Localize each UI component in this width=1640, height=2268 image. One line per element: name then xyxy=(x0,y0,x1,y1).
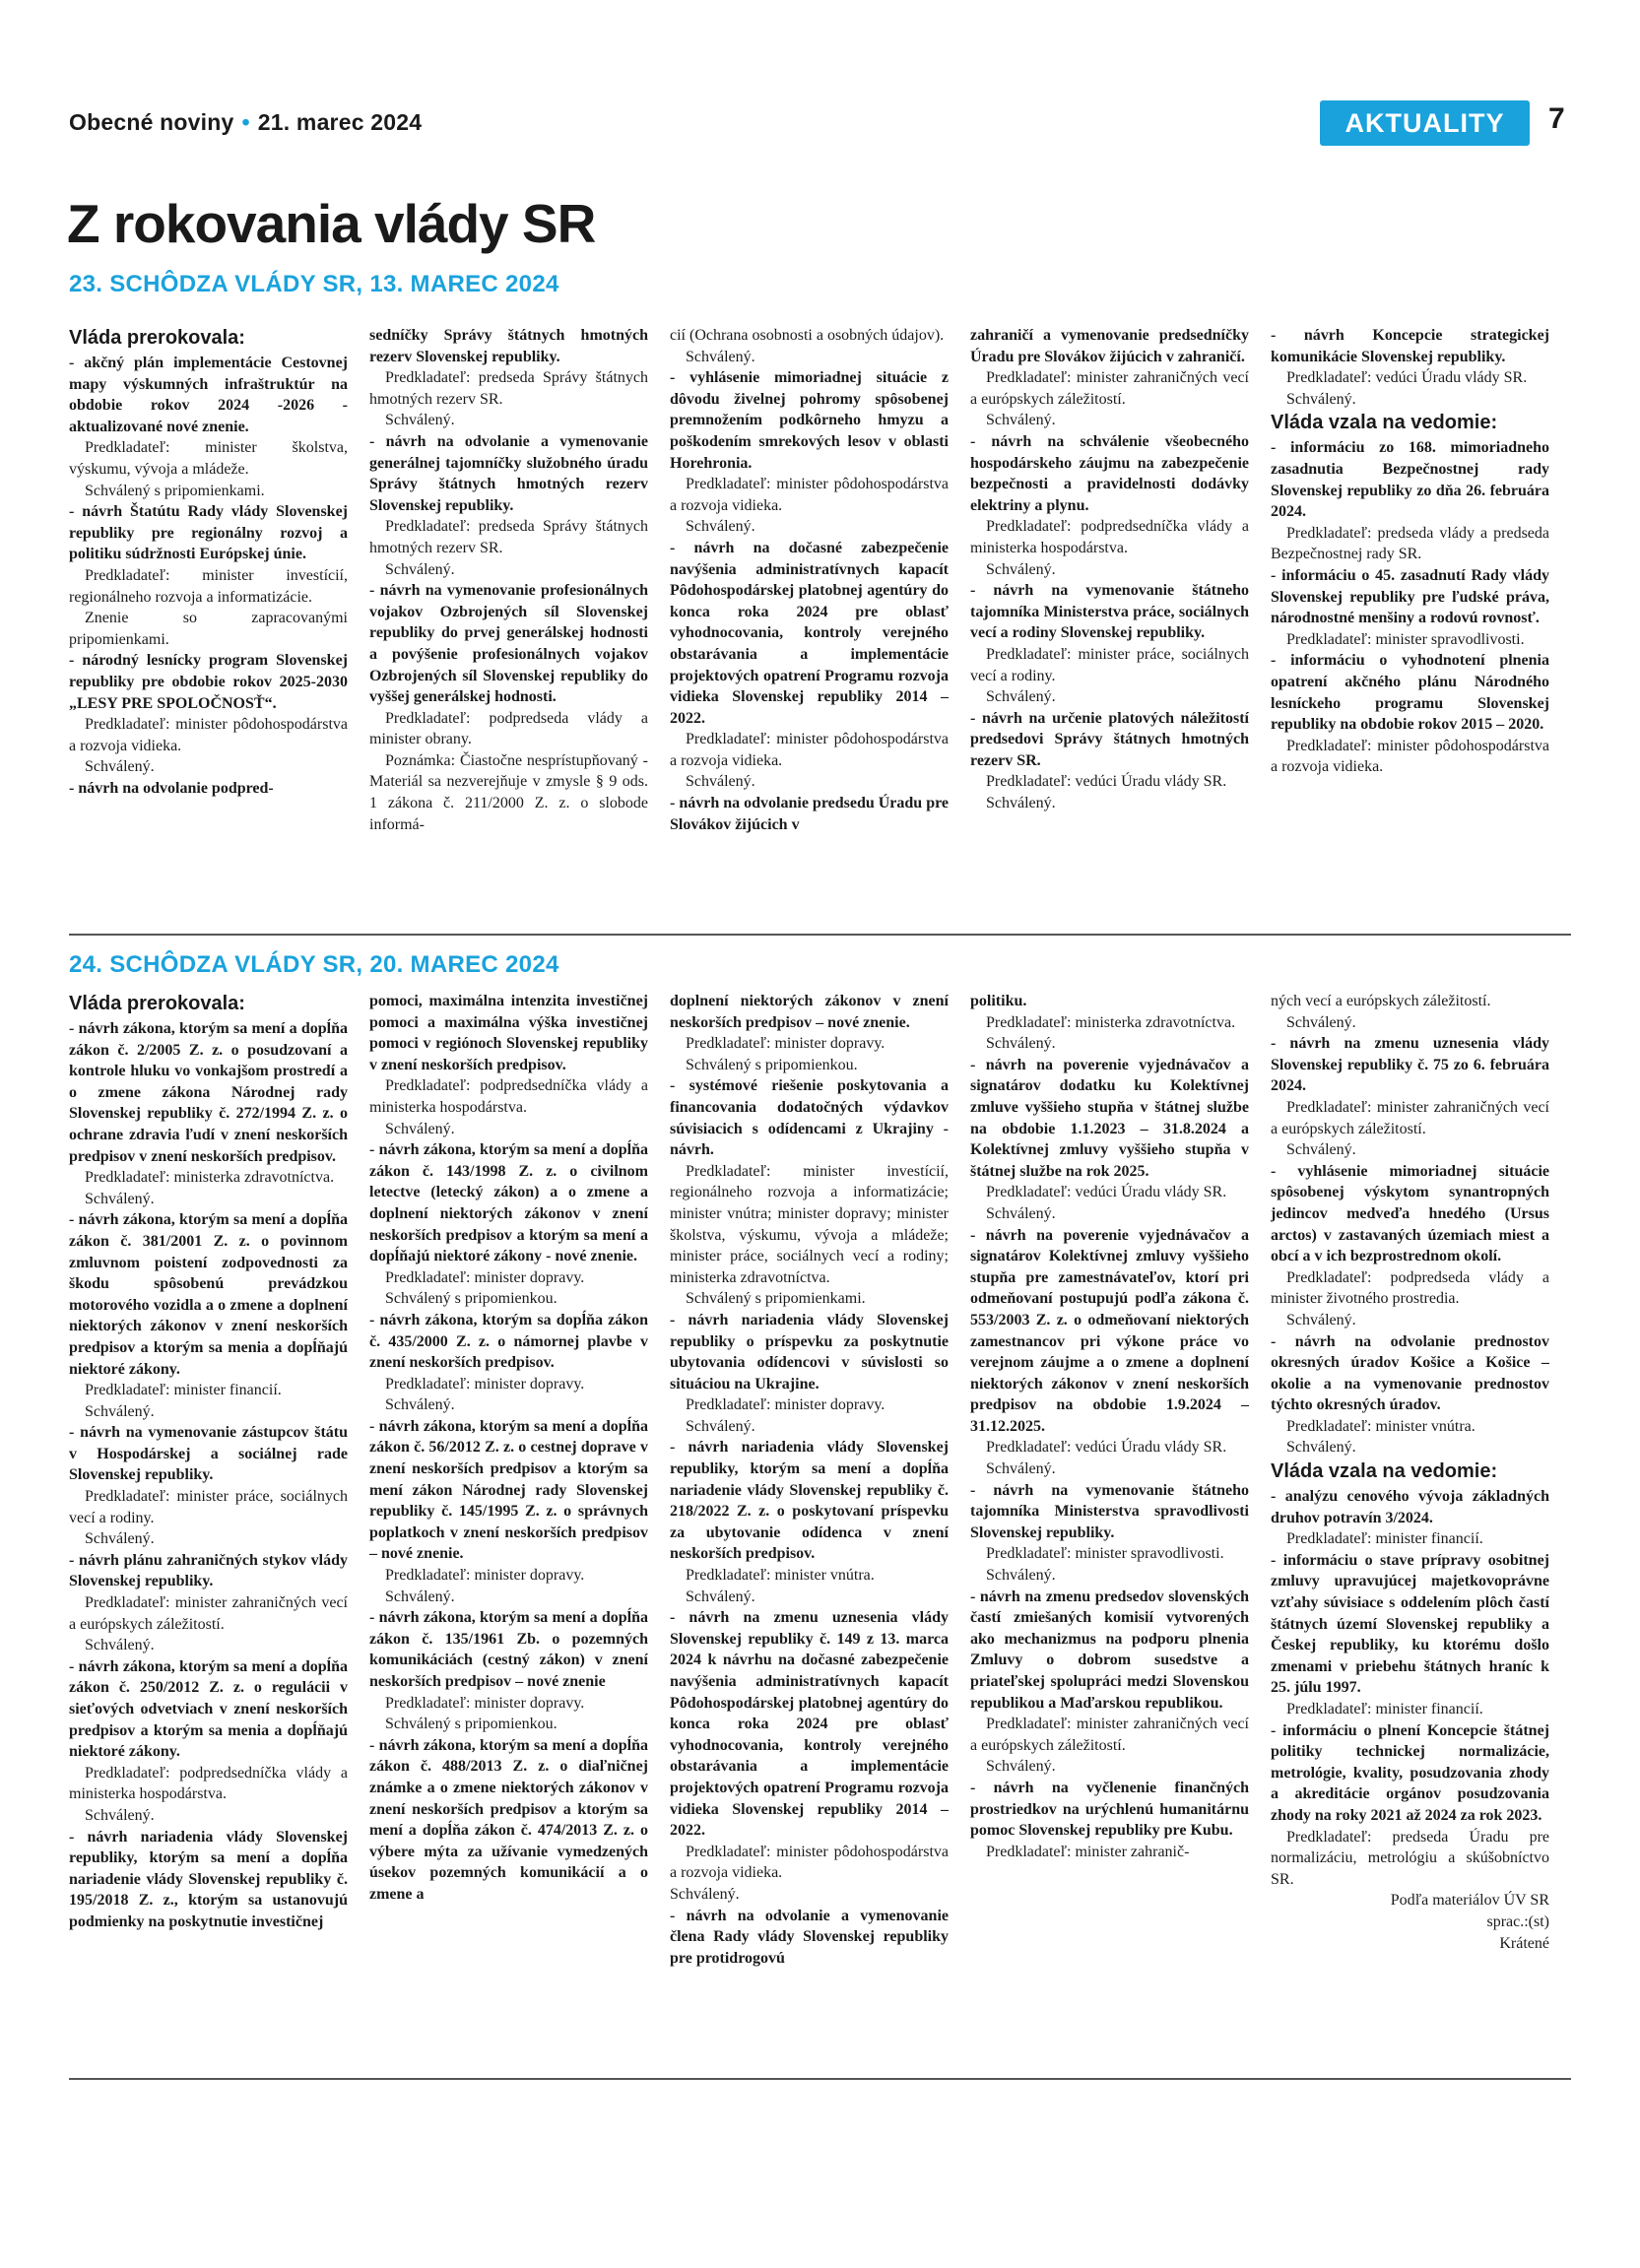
agenda-note: Predkladateľ: ministerka zdravotníctva. xyxy=(85,1169,335,1187)
agenda-item: - návrh na vymenovanie profesionálnych vojakov Ozbrojených síl Slovenskej republiky do prvej generálskej hodnosti a povýšenie profesionálnych vojakov Ozbrojených síl Slovenskej republiky do vyššej generálskej hodnosti. xyxy=(369,582,648,706)
source-credit: Podľa materiálov ÚV SR xyxy=(1390,1892,1549,1910)
agenda-item: - informáciu zo 168. mimoriadneho zasadnutia Bezpečnostnej rady Slovenskej republiky zo dňa 26. februára 2024. xyxy=(1271,439,1549,521)
agenda-item: - informáciu o stave prípravy osobitnej zmluvy upravujúcej majetkovoprávne vzťahy súvisiace s oddelením plôch častí štátnych území Slovenskej republiky a Českej republiky, ku ktorému došlo zmenami v priebehu štátnych hraníc k 25. júlu 1997. xyxy=(1271,1551,1549,1697)
publication-name: Obecné noviny xyxy=(69,109,234,135)
agenda-item: - národný lesnícky program Slovenskej republiky pre obdobie rokov 2025-2030 „LESY PRE SPOLOČNOSŤ“. xyxy=(69,652,348,712)
agenda-item: - návrh na zmenu predsedov slovenských častí zmiešaných komisií vytvorených ako mechanizmus na podporu plnenia Zmluvy o dobrom susedstve a priateľskej spolupráci medzi Slovenskou republikou a Maďarskou republikou. xyxy=(970,1588,1249,1712)
agenda-item: - návrh Štatútu Rady vlády Slovenskej republiky pre regionálny rozvoj a politiku súdržnosti Európskej únie. xyxy=(69,503,348,563)
agenda-item: - návrh Koncepcie strategickej komunikácie Slovenskej republiky. xyxy=(1271,327,1549,365)
agenda-note: Schválený. xyxy=(686,773,755,791)
agenda-note: Predkladateľ: podpredsedníčka vlády a ministerka hospodárstva. xyxy=(69,1764,348,1803)
agenda-item-continued: pomoci, maximálna intenzita investičnej pomoci a maximálna výška investičnej pomoci v regiónoch Slovenskej republiky v znení neskorších predpisov. xyxy=(369,993,648,1073)
agenda-item: - informáciu o 45. zasadnutí Rady vlády Slovenskej republiky pre ľudské práva, národnostné menšiny a rodovú rovnosť. xyxy=(1271,566,1549,627)
agenda-item: - návrh zákona, ktorým sa mení a dopĺňa zákon č. 143/1998 Z. z. o civilnom letectve (letecký zákon) a o zmene a doplnení niektorých zákonov v znení neskorších predpisov a ktorým sa mení a dopĺňajú niektoré zákony - nové znenie. xyxy=(369,1141,648,1265)
agenda-note: Predkladateľ: minister dopravy. xyxy=(385,1567,585,1585)
agenda-note: Schválený. xyxy=(986,1035,1056,1053)
agenda-note: Predkladateľ: predseda Správy štátnych hmotných rezerv SR. xyxy=(369,369,648,408)
agenda-item: - návrh na poverenie vyjednávačov a signatárov dodatku ku Kolektívnej zmluve vyššieho stupňa v štátnej službe na obdobie 1.1.2023 – 31.8.2024 a Kolektívnej zmluvy vyššieho stupňa v štátnej službe na rok 2025. xyxy=(970,1056,1249,1180)
agenda-note: Predkladateľ: predseda vlády a predseda Bezpečnostnej rady SR. xyxy=(1271,524,1549,563)
agenda-note: Schválený. xyxy=(1286,1141,1356,1159)
agenda-note: Predkladateľ: minister školstva, výskumu, vývoja a mládeže. xyxy=(69,439,348,478)
session-24-title: 24. SCHÔDZA VLÁDY SR, 20. MAREC 2024 xyxy=(69,951,559,978)
agenda-note: Predkladateľ: minister pôdohospodárstva a rozvoja vidieka. xyxy=(670,1843,949,1882)
agenda-note: Schválený. xyxy=(385,560,455,578)
section-divider xyxy=(69,934,1571,936)
agenda-note: Predkladateľ: minister pôdohospodárstva a rozvoja vidieka. xyxy=(69,716,348,754)
agenda-note: Schválený. xyxy=(986,795,1056,812)
session-23-column-3 xyxy=(670,325,949,923)
agenda-note: Predkladateľ: minister dopravy. xyxy=(385,1694,585,1712)
agenda-note: Predkladateľ: podpredsedníčka vlády a ministerka hospodárstva. xyxy=(970,518,1249,556)
source-credit: Krátené xyxy=(1499,1934,1549,1952)
agenda-note: Predkladateľ: minister dopravy. xyxy=(385,1268,585,1286)
agenda-note: Predkladateľ: minister dopravy. xyxy=(686,1035,886,1053)
agenda-item: - návrh zákona, ktorým sa mení a dopĺňa zákon č. 488/2013 Z. z. o diaľničnej známke a o zmene niektorých zákonov v znení neskorších predpisov a ktorým sa mení a dopĺňa zákon č. 474/2013 Z. z. o výbere mýta za užívanie vymedzených úsekov pozemných komunikácií a o zmene a xyxy=(369,1736,648,1903)
agenda-note: Predkladateľ: ministerka zdravotníctva. xyxy=(986,1013,1236,1031)
agenda-note: Predkladateľ: minister zahraničných vecí a európskych záležitostí. xyxy=(1271,1098,1549,1137)
issue-date: 21. marec 2024 xyxy=(257,109,423,135)
agenda-note: Predkladateľ: minister spravodlivosti. xyxy=(1286,630,1525,648)
agenda-item: - návrh na zmenu uznesenia vlády Slovenskej republiky č. 75 zo 6. februára 2024. xyxy=(1271,1035,1549,1095)
agenda-note: Predkladateľ: podpredseda vlády a minister obrany. xyxy=(369,709,648,748)
agenda-item: - návrh nariadenia vlády Slovenskej republiky o príspevku za poskytnutie ubytovania odídencovi v súvislosti so situáciou na Ukrajine. xyxy=(670,1311,949,1393)
agenda-item-continued: doplnení niektorých zákonov v znení neskorších predpisov – nové znenie. xyxy=(670,993,949,1031)
agenda-note: Schválený. xyxy=(986,412,1056,429)
agenda-item: - návrh zákona, ktorým sa mení a dopĺňa zákon č. 135/1961 Zb. o pozemných komunikáciách (cestný zákon) v znení neskorších predpisov – nové znenie xyxy=(369,1609,648,1690)
section-subheading: Vláda prerokovala: xyxy=(69,993,245,1014)
agenda-note: Predkladateľ: minister financií. xyxy=(1286,1701,1483,1717)
agenda-note: Predkladateľ: vedúci Úradu vlády SR. xyxy=(986,1184,1227,1201)
bottom-rule xyxy=(69,2078,1571,2080)
session-23-column-4 xyxy=(970,325,1249,923)
agenda-note: Predkladateľ: predseda Správy štátnych hmotných rezerv SR. xyxy=(369,518,648,556)
agenda-item: - návrh nariadenia vlády Slovenskej republiky, ktorým sa mení a dopĺňa nariadenie vlády Slovenskej republiky č. 218/2022 Z. z. o poskytovaní príspevku za ubytovanie odídenca v znení neskorších predpisov. xyxy=(670,1439,949,1563)
agenda-note: Predkladateľ: minister zahraničných vecí a európskych záležitostí. xyxy=(970,369,1249,408)
text-line: Schválený. xyxy=(670,1885,740,1903)
agenda-note: Schválený. xyxy=(986,1204,1056,1222)
agenda-note: Schválený. xyxy=(986,1567,1056,1585)
source-credit: sprac.:(st) xyxy=(1486,1912,1549,1930)
section-rubric: AKTUALITY xyxy=(1320,100,1530,146)
agenda-item: - návrh zákona, ktorým sa mení a dopĺňa zákon č. 2/2005 Z. z. o posudzovaní a kontrole hluku vo vonkajšom prostredí a o zmene zákona Národnej rady Slovenskej republiky č. 272/1994 Z. z. o ochrane zdravia ľudí v znení neskorších predpisov v znení neskorších predpisov. xyxy=(69,1020,348,1165)
agenda-item-continued: sedníčky Správy štátnych hmotných rezerv Slovenskej republiky. xyxy=(369,327,648,365)
text-line: ných vecí a európskych záležitostí. xyxy=(1271,993,1491,1009)
agenda-note: Predkladateľ: podpredsedníčka vlády a ministerka hospodárstva. xyxy=(369,1077,648,1116)
agenda-item: - vyhlásenie mimoriadnej situácie spôsobenej výskytom synantropných jedincov medveďa hnedého (Ursus arctos) v zastavaných územiach miest a obcí a v ich bezprostrednom okolí. xyxy=(1271,1162,1549,1265)
agenda-note: Predkladateľ: vedúci Úradu vlády SR. xyxy=(986,773,1227,791)
agenda-item: - návrh zákona, ktorým sa mení a dopĺňa zákon č. 250/2012 Z. z. o regulácii v sieťových odvetviach v znení neskorších predpisov a ktorým sa menia a dopĺňajú niektoré zákony. xyxy=(69,1657,348,1761)
session-23-column-5 xyxy=(1271,325,1549,923)
agenda-item: - návrh na poverenie vyjednávačov a signatárov Kolektívnej zmluvy vyššieho stupňa pre zamestnávateľov, ktorí pri odmeňovaní postupujú podľa zákona č. 553/2003 Z. z. o odmeňovaní niektorých zamestnancov pri výkone práce vo verejnom záujme a o zmene a doplnení niektorých zákonov v znení neskorších predpisov na obdobie 1.9.2024 – 31.12.2025. xyxy=(970,1226,1249,1435)
session-24-column-1 xyxy=(69,991,348,2070)
agenda-note: Schválený. xyxy=(986,1758,1056,1776)
agenda-note: Schválený. xyxy=(385,1396,455,1414)
agenda-item: - vyhlásenie mimoriadnej situácie z dôvodu živelnej pohromy spôsobenej premnožením podkôrneho hmyzu a poškodením smrekových lesov v oblasti Horehronia. xyxy=(670,369,949,472)
agenda-note: Schválený. xyxy=(986,560,1056,578)
agenda-note: Predkladateľ: minister zahraničných vecí a európskych záležitostí. xyxy=(69,1594,348,1633)
agenda-item: - akčný plán implementácie Cestovnej mapy výskumných infraštruktúr na obdobie rokov 2024 -2026 - aktualizované nové znenie. xyxy=(69,355,348,435)
agenda-item-continued: zahraničí a vymenovanie predsedníčky Úradu pre Slovákov žijúcich v zahraničí. xyxy=(970,327,1249,365)
agenda-note: Predkladateľ: minister vnútra. xyxy=(686,1567,875,1585)
agenda-note: Predkladateľ: minister práce, sociálnych vecí a rodiny. xyxy=(970,645,1249,684)
agenda-note: Predkladateľ: vedúci Úradu vlády SR. xyxy=(986,1439,1227,1457)
agenda-note: Schválený. xyxy=(1286,1311,1356,1328)
agenda-note: Predkladateľ: minister vnútra. xyxy=(1286,1417,1476,1435)
agenda-note: Predkladateľ: vedúci Úradu vlády SR. xyxy=(1286,369,1528,387)
agenda-note: Predkladateľ: podpredseda vlády a minister životného prostredia. xyxy=(1271,1268,1549,1308)
agenda-note: Predkladateľ: minister investícií, regionálneho rozvoja a informatizácie. xyxy=(69,566,348,606)
session-23-title: 23. SCHÔDZA VLÁDY SR, 13. MAREC 2024 xyxy=(69,271,559,297)
agenda-note: Schválený. xyxy=(686,518,755,536)
agenda-item: - návrh na odvolanie prednostov okresných úradov Košice a Košice – okolie a na vymenovanie prednostov týchto okresných úradov. xyxy=(1271,1332,1549,1414)
agenda-note: Schválený s pripomienkami. xyxy=(686,1290,866,1308)
section-subheading: Vláda vzala na vedomie: xyxy=(1271,412,1498,434)
agenda-item: - návrh nariadenia vlády Slovenskej republiky, ktorým sa mení a dopĺňa nariadenie vlády Slovenskej republiky č. 195/2018 Z. z., ktorým sa ustanovujú podmienky na poskytnutie investičnej xyxy=(69,1828,348,1930)
agenda-note: Predkladateľ: minister pôdohospodárstva a rozvoja vidieka. xyxy=(1271,737,1549,776)
agenda-note: Schválený. xyxy=(686,348,755,365)
agenda-item: - návrh na odvolanie a vymenovanie generálnej tajomníčky služobného úradu Správy štátnych hmotných rezerv Slovenskej republiky. xyxy=(369,432,648,514)
page-number: 7 xyxy=(1548,102,1565,135)
agenda-note: Schválený. xyxy=(85,1530,155,1548)
agenda-item: - návrh na určenie platových náležitostí predsedovi Správy štátnych hmotných rezerv SR. xyxy=(970,709,1249,769)
agenda-note: Predkladateľ: predseda Úradu pre normalizáciu, metrológiu a skúšobníctvo SR. xyxy=(1271,1828,1549,1888)
agenda-item: - návrh zákona, ktorým sa mení a dopĺňa zákon č. 56/2012 Z. z. o cestnej doprave v znení neskorších predpisov a ktorým sa mení zákon Národnej rady Slovenskej republiky č. 145/1995 Z. z. o správnych poplatkoch v znení neskorších predpisov – nové znenie. xyxy=(369,1417,648,1563)
agenda-item: - systémové riešenie poskytovania a financovania dodatočných výdavkov súvisiacich s odídencami z Ukrajiny - návrh. xyxy=(670,1077,949,1159)
agenda-note: Predkladateľ: minister dopravy. xyxy=(385,1375,585,1393)
section-subheading: Vláda vzala na vedomie: xyxy=(1271,1460,1498,1483)
agenda-item: - informáciu o plnení Koncepcie štátnej politiky technickej normalizácie, metrológie, kvality, posudzovania zhody a akreditácie orgánov posudzovania zhody na roky 2021 až 2024 za rok 2023. xyxy=(1271,1721,1549,1824)
agenda-item: - návrh na vyčlenenie finančných prostriedkov na urýchlenú humanitárnu pomoc Slovenskej republiky pre Kubu. xyxy=(970,1779,1249,1840)
agenda-note: Schválený. xyxy=(686,1588,755,1605)
session-23-column-1 xyxy=(69,325,348,923)
agenda-item: - návrh zákona, ktorým sa dopĺňa zákon č. 435/2000 Z. z. o námornej plavbe v znení neskorších predpisov. xyxy=(369,1311,648,1372)
agenda-note: Predkladateľ: minister práce, sociálnych vecí a rodiny. xyxy=(69,1488,348,1526)
agenda-note: Schválený. xyxy=(85,758,155,776)
session-24-column-4 xyxy=(970,991,1249,2070)
agenda-note: Schválený. xyxy=(1286,390,1356,408)
agenda-note: Predkladateľ: minister investícií, regionálneho rozvoja a informatizácie; minister vnútra; minister dopravy; minister školstva, výskumu, vývoja a mládeže; minister práce, sociálnych vecí a rodiny; ministerka zdravotníctva. xyxy=(670,1162,949,1286)
article-headline: Z rokovania vlády SR xyxy=(67,193,596,254)
agenda-note: Predkladateľ: minister spravodlivosti. xyxy=(986,1545,1224,1563)
section-subheading: Vláda prerokovala: xyxy=(69,327,245,349)
agenda-note: Schválený. xyxy=(385,412,455,429)
agenda-item: - návrh na odvolanie a vymenovanie člena Rady vlády Slovenskej republiky pre protidrogovú xyxy=(670,1907,949,1967)
agenda-note: Predkladateľ: minister zahraničných vecí a európskych záležitostí. xyxy=(970,1716,1249,1754)
agenda-note: Schválený s pripomienkou. xyxy=(385,1290,558,1308)
agenda-item: - návrh na odvolanie predsedu Úradu pre Slovákov žijúcich v xyxy=(670,795,949,833)
agenda-note: Schválený. xyxy=(986,688,1056,706)
agenda-note: Predkladateľ: minister zahranič- xyxy=(986,1843,1190,1860)
agenda-note: Schválený. xyxy=(85,1402,155,1420)
agenda-note: Predkladateľ: minister pôdohospodárstva a rozvoja vidieka. xyxy=(670,731,949,769)
agenda-note: Schválený s pripomienkou. xyxy=(385,1716,558,1733)
agenda-note: Schválený. xyxy=(385,1120,455,1137)
agenda-note: Predkladateľ: minister pôdohospodárstva a rozvoja vidieka. xyxy=(670,476,949,514)
agenda-item-continued: politiku. xyxy=(970,993,1027,1009)
session-24-column-3 xyxy=(670,991,949,2070)
agenda-note: Schválený s pripomienkou. xyxy=(686,1056,858,1073)
agenda-note: Predkladateľ: minister financií. xyxy=(85,1382,282,1399)
agenda-note: Poznámka: Čiastočne nesprístupňovaný - Materiál sa nezverejňuje v zmysle § 9 ods. 1 zákona č. 211/2000 Z. z. o slobode informá- xyxy=(369,751,648,833)
agenda-note: Predkladateľ: minister financií. xyxy=(1286,1530,1483,1548)
agenda-item: - návrh na vymenovanie štátneho tajomníka Ministerstva spravodlivosti Slovenskej republiky. xyxy=(970,1481,1249,1541)
session-24-column-2 xyxy=(369,991,648,2070)
agenda-item: - informáciu o vyhodnotení plnenia opatrení akčného plánu Národného lesníckeho programu Slovenskej republiky na obdobie rokov 2015 – 2020. xyxy=(1271,652,1549,734)
agenda-item: - návrh na vymenovanie zástupcov štátu v Hospodárskej a sociálnej rade Slovenskej republiky. xyxy=(69,1424,348,1484)
agenda-note: Schválený. xyxy=(986,1460,1056,1478)
agenda-item: - návrh na odvolanie podpred- xyxy=(69,779,274,797)
agenda-note: Schválený. xyxy=(1286,1013,1356,1031)
agenda-note: Schválený. xyxy=(1286,1439,1356,1457)
agenda-item: - návrh na vymenovanie štátneho tajomníka Ministerstva práce, sociálnych vecí a rodiny Slovenskej republiky. xyxy=(970,582,1249,642)
agenda-note: Schválený. xyxy=(85,1190,155,1207)
separator-bullet: • xyxy=(241,109,250,135)
agenda-note: Schválený. xyxy=(385,1588,455,1605)
agenda-note: Predkladateľ: minister dopravy. xyxy=(686,1396,886,1414)
agenda-item: - návrh zákona, ktorým sa mení a dopĺňa zákon č. 381/2001 Z. z. o povinnom zmluvnom poistení zodpovednosti za škodu spôsobenú prevádzkou motorového vozidla a o zmene a doplnení niektorých zákonov v znení neskorších predpisov a ktorým sa menia a dopĺňajú niektoré zákony. xyxy=(69,1211,348,1378)
agenda-item: - návrh na schválenie všeobecného hospodárskeho záujmu na zabezpečenie bezpečnosti a pravidelnosti dodávky elektriny a plynu. xyxy=(970,432,1249,514)
agenda-note: Schválený s pripomienkami. xyxy=(85,482,265,499)
agenda-item: - návrh na zmenu uznesenia vlády Slovenskej republiky č. 149 z 13. marca 2024 k návrhu na dočasné zabezpečenie navýšenia administratívnych kapacít Pôdohospodárskej platobnej agentúry do konca roka 2024 pre oblasť vyhodnocovania, kontroly verejného obstarávania a implementácie projektových opatrení Programu rozvoja vidieka Slovenskej republiky 2014 – 2022. xyxy=(670,1609,949,1840)
running-header xyxy=(69,109,422,136)
session-23-column-2 xyxy=(369,325,648,923)
agenda-item: - návrh na dočasné zabezpečenie navýšenia administratívnych kapacít Pôdohospodárskej platobnej agentúry do konca roka 2024 pre oblasť vyhodnocovania, kontroly verejného obstarávania a implementácie projektových opatrení Programu rozvoja vidieka Slovenskej republiky 2014 – 2022. xyxy=(670,539,949,727)
session-24-column-5 xyxy=(1271,991,1549,2070)
agenda-note: Schválený. xyxy=(85,1637,155,1654)
agenda-item: - analýzu cenového vývoja základných druhov potravín 3/2024. xyxy=(1271,1488,1549,1526)
agenda-item: - návrh plánu zahraničných stykov vlády Slovenskej republiky. xyxy=(69,1551,348,1590)
agenda-note: Schválený. xyxy=(85,1806,155,1824)
text-line: cií (Ochrana osobnosti a osobných údajov). xyxy=(670,327,945,344)
agenda-note: Schválený. xyxy=(686,1417,755,1435)
agenda-note: Znenie so zapracovanými pripomienkami. xyxy=(69,610,348,648)
